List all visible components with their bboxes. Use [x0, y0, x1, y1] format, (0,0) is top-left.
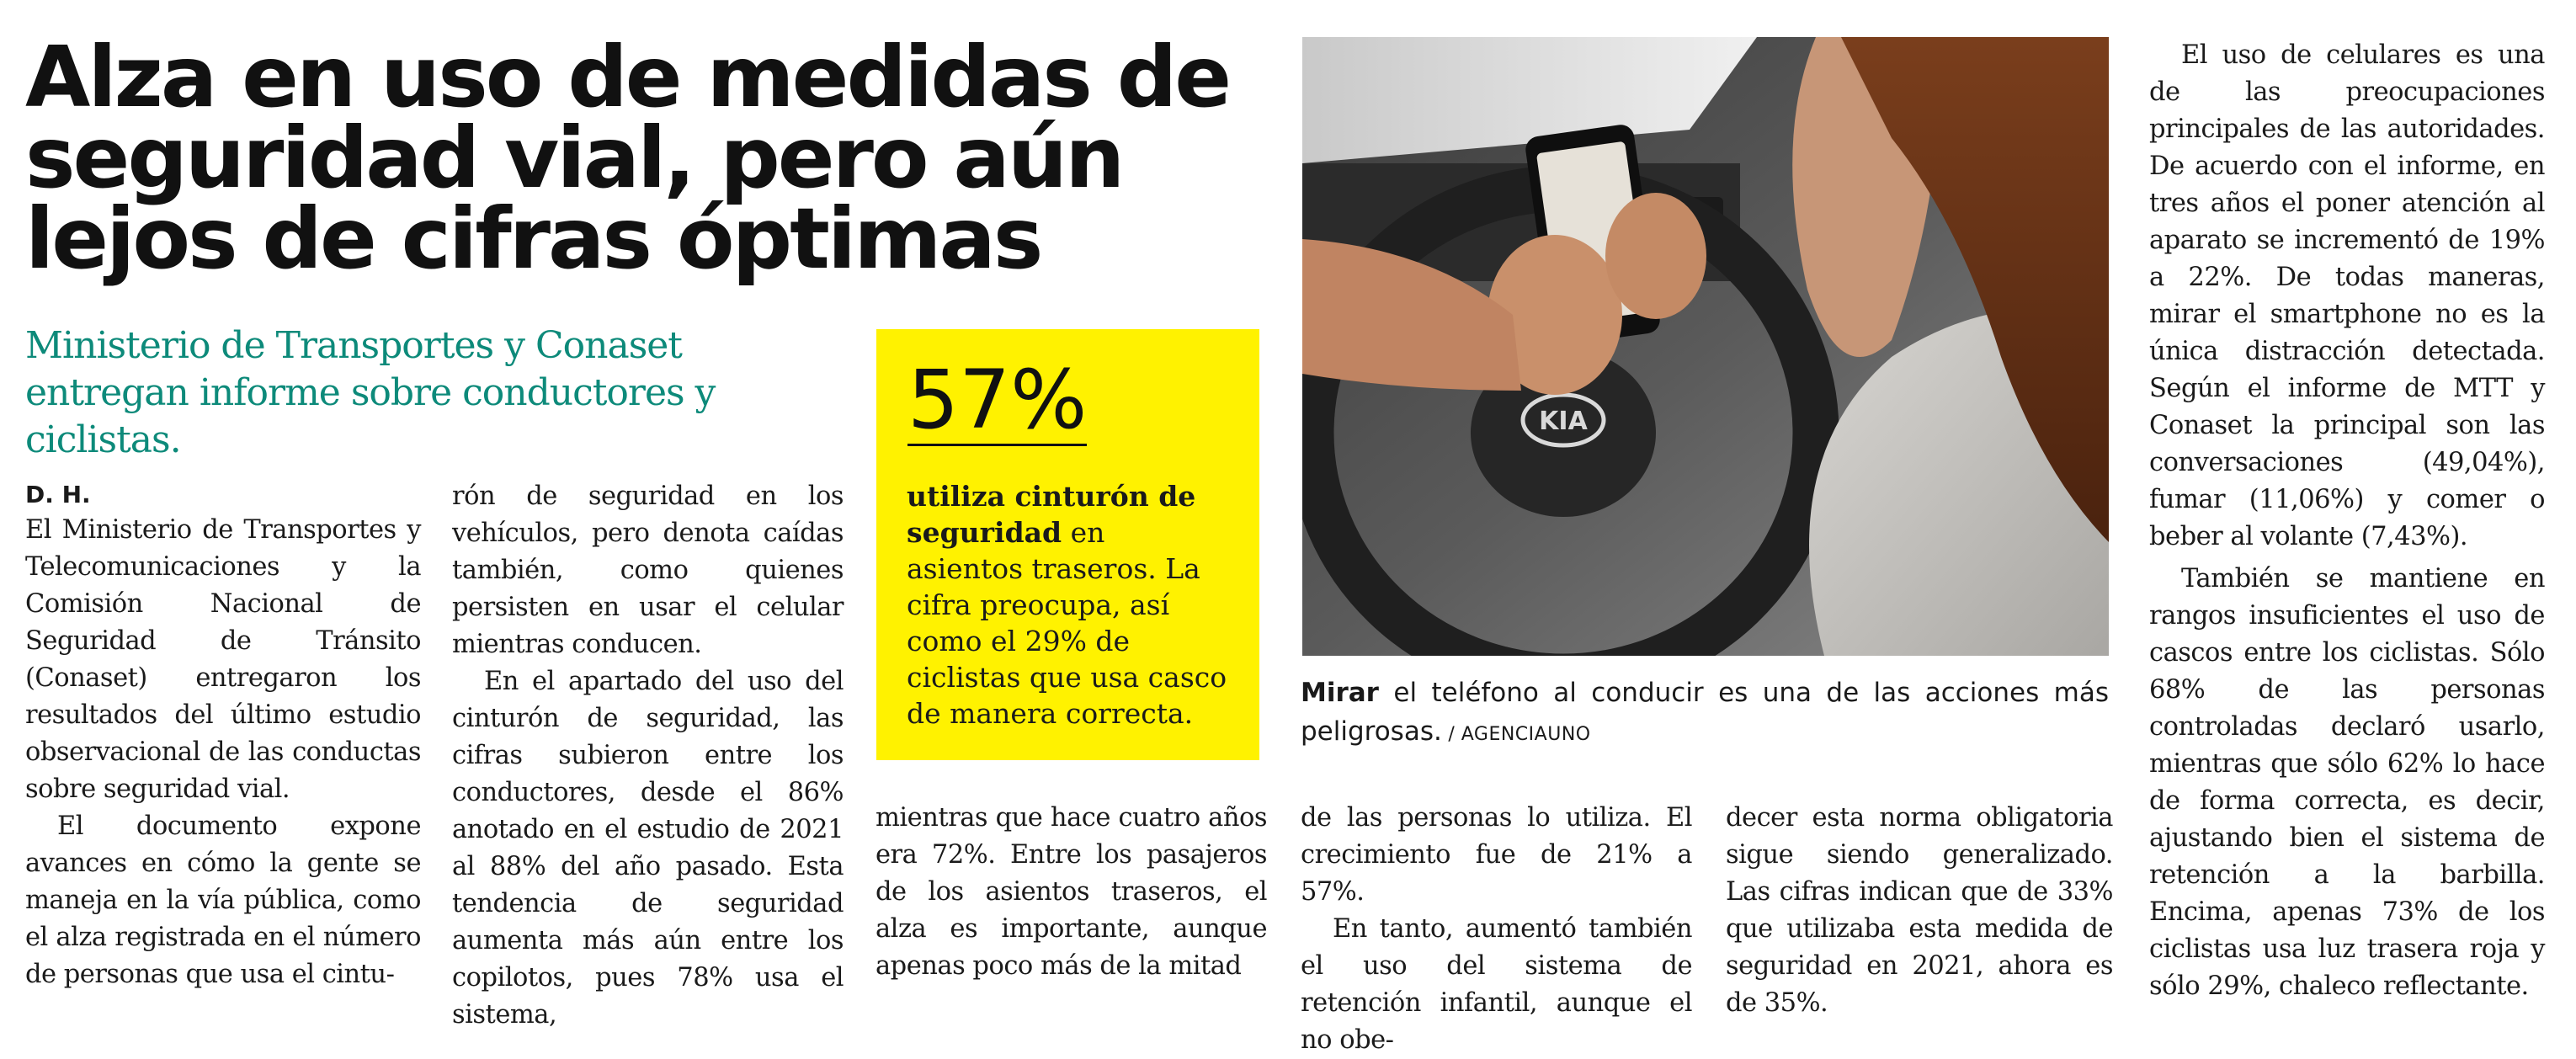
- highlight-text: [907, 478, 1229, 732]
- paragraph: El uso de celulares es una de las preocupaciones principales de las autoridades. De acuerdo con el informe, en tres años el poner atención al aparato se incrementó de 19% a 22%. De todas maneras, mirar el smartphone no es la única distracción detectada. Según el informe de MTT y Conaset la principal son las conversaciones (49,04%), fumar (11,06%) y comer o beber al volante (7,43%).: [2149, 40, 2545, 551]
- highlight-rest-text: en asientos traseros. La cifra preocupa, así como el 29% de ciclistas que usa casco de manera correcta.: [907, 516, 1227, 730]
- article-column-1: [25, 478, 421, 993]
- article-column-5: [1726, 800, 2113, 1022]
- kia-logo-text: KIA: [1539, 407, 1588, 436]
- paragraph: rón de seguridad en los vehículos, pero denota caídas también, como quienes persisten en usar el celular mientras conducen.: [452, 482, 844, 659]
- paragraph: de las personas lo utiliza. El crecimiento fue de 21% a 57%.: [1301, 803, 1692, 907]
- paragraph: En tanto, aumentó también el uso del sistema de retención infantil, aunque el no obe-: [1301, 914, 1692, 1055]
- article-column-6: [2149, 37, 2545, 1005]
- article-column-3: [876, 800, 1267, 985]
- paragraph: El Ministerio de Transportes y Telecomunicaciones y la Comisión Nacional de Seguridad de Tránsito (Conaset) entregaron los resultados del último estudio observacional de las conductas sobre seguridad vial.: [25, 515, 421, 804]
- highlight-box: [876, 329, 1259, 760]
- photo-illustration: [1302, 37, 2109, 656]
- photo-caption: [1301, 673, 2109, 754]
- photo-credit: / AGENCIAUNO: [1441, 724, 1591, 745]
- paragraph: También se mantiene en rangos insuficientes el uso de cascos entre los ciclistas. Sólo 68% de las personas controladas declaró usarlo, mientras que sólo 62% lo hace de forma correcta, es decir, ajustando bien el sistema de retención a la barbilla. Encima, apenas 73% de los ciclistas usa luz trasera roja y sólo 29%, chaleco reflectante.: [2149, 564, 2545, 1001]
- article-column-2: [452, 478, 844, 1034]
- paragraph: mientras que hace cuatro años era 72%. Entre los pasajeros de los asientos traseros, el alza es importante, aunque apenas poco más de la mitad: [876, 803, 1267, 981]
- highlight-bold-text: utiliza cinturón de seguridad: [907, 480, 1196, 549]
- subheadline: Ministerio de Transportes y Conaset entregan informe sobre conductores y ciclistas.: [25, 324, 716, 461]
- highlight-percentage: 57%: [907, 353, 1088, 447]
- headline: Alza en uso de medidas de seguridad vial, pero aún lejos de cifras óptimas: [25, 28, 1230, 288]
- article-column-4: [1301, 800, 1692, 1059]
- byline: D. H.: [25, 481, 91, 508]
- article-photo: [1302, 37, 2109, 656]
- hand-right: [1605, 193, 1706, 319]
- paragraph: decer esta norma obligatoria sigue siendo generalizado. Las cifras indican que de 33% que utilizaba esta medida de seguridad en 2021, ahora es de 35%.: [1726, 803, 2113, 1018]
- paragraph: El documento expone avances en cómo la gente se maneja en la vía pública, como el alza registrada en el número de personas que usa el cintu-: [25, 812, 421, 989]
- caption-bold: Mirar: [1301, 678, 1379, 708]
- caption-text: el teléfono al conducir es una de las acciones más peligrosas.: [1301, 678, 2109, 747]
- paragraph: En el apartado del uso del cinturón de seguridad, las cifras subieron entre los conductores, desde el 86% anotado en el estudio de 2021 al 88% del año pasado. Esta tendencia de seguridad aumenta más aún entre los copilotos, pues 78% usa el sistema,: [452, 667, 844, 1030]
